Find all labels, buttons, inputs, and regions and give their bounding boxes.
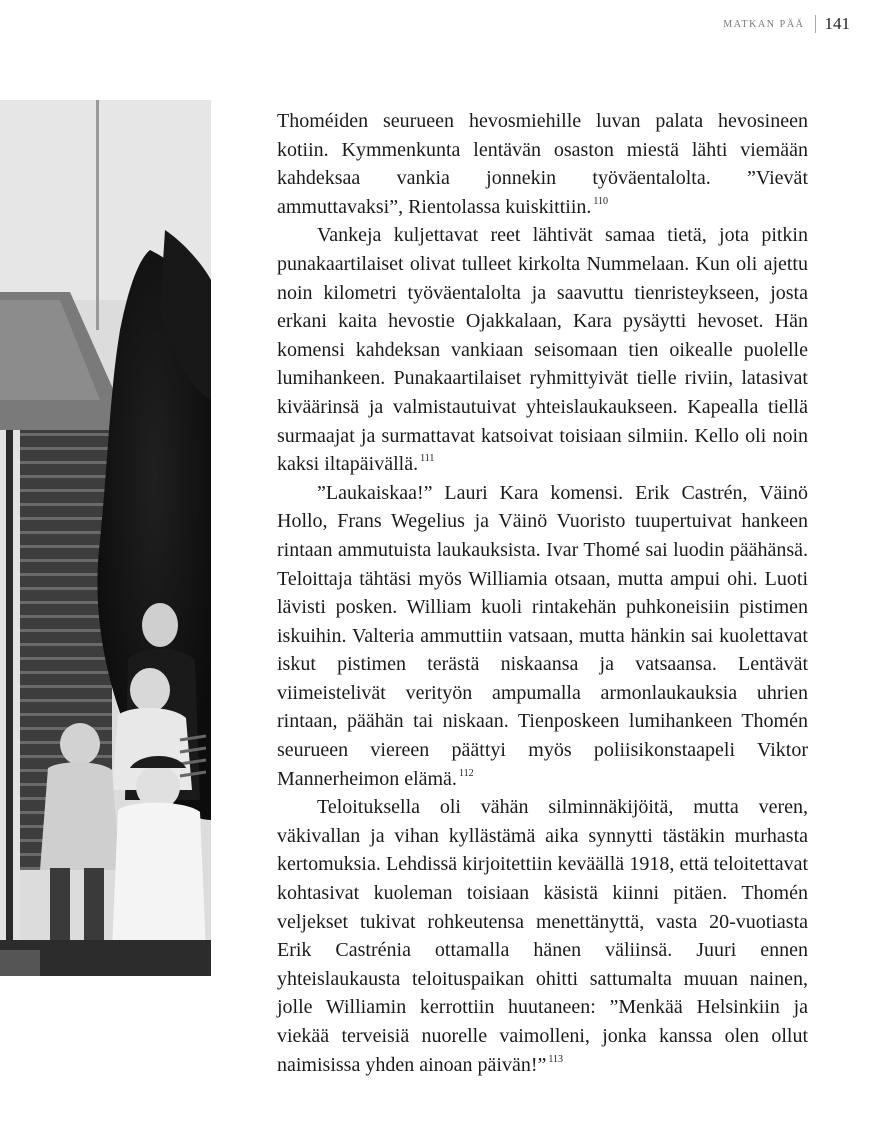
paragraph-2: Vankeja kuljettavat reet lähtivät samaa tietä, jota pitkin punakaartilaiset olivat tulleet kirkolta Nummelaan. Kun oli ajettu noin kilometri työväentalolta ja saavuttu tienristeykseen, josta erkani kaita hevostie Ojakkalaan, Kara pysäytti hevoset. Hän komensi kahdeksan vankiaan seisomaan tien oikealle puolelle lumihankeen. Punakaartilaiset ryhmittyivät tielle riviin, latasivat kiväärinsä ja valmistautuivat yhteislaukaukseen. Kapealla tiellä surmaajat ja surmattavat katsoivat toisiaan silmiin. Kello oli noin kaksi iltapäivällä. $^{111}$ — [277, 224, 808, 476]
footnote-marker: 113 — [548, 1053, 564, 1065]
paragraph-3: ”Laukaiskaa!” Lauri Kara komensi. Erik Castrén, Väinö Hollo, Frans Wegelius ja Väinö Vuoristo tuupertuivat hankeen rintaan ammutuista laukauksista. Ivar Thomé sai luodin päähänsä. Teloittaja tähtäsi myös Williamia otsaan, mutta ampui ohi. Luoti lävisti posken. William kuoli rintakehän puhkoneisiin pistimen iskuihin. Valteria ammuttiin vatsaan, mutta hänkin sai kuolettavat iskut pistimen terästä niskaansa ja vatsaansa. Lentävät viimeistelivät verityön ampumalla armonlaukauksia uhrien rintaan, päähän tai niskaan. Tienposkeen lumihankeen Thomén seurueen viereen päättyi myös poliisikonstaapeli Viktor Mannerheimon elämä. $^{112}$ — [277, 481, 808, 790]
running-head — [600, 14, 850, 34]
footnote-marker: 112 — [458, 767, 474, 779]
paragraph-1: Thoméiden seurueen hevosmiehille luvan palata hevosineen kotiin. Kymmenkunta lentävän osaston miestä lähti viemään kahdeksaa vankia jonnekin työväentalolta. ”Vievät ammuttavaksi”, Rientolassa kuiskittiin. $^{110}$ — [277, 110, 808, 218]
historical-photo-illustration — [0, 100, 211, 976]
running-title: MATKAN PÄÄ — [723, 18, 805, 30]
paragraph-4: Teloituksella oli vähän silminnäkijöitä, mutta veren, väkivallan ja vihan kyllästämä aika synnytti tästäkin murhasta kertomuksia. Lehdissä kirjoitettiin keväällä 1918, että teloitettavat kohtasivat kuoleman toisiaan käsistä kiinni pitäen. Thomén veljekset tukivat rohkeutensa menettänyttä, vasta 20-vuotiasta Erik Castrénia ottamalla hänen väliinsä. Juuri ennen yhteislaukausta teloituspaikan ohitti sattumalta muuan nainen, jolle Williamin kerrottiin huutaneen: ”Menkää Helsinkiin ja viekää terveisiä nuorelle vaimolleni, jonka kanssa olen ollut naimisissa yhden ainoan päivän!” $^{113}$ — [277, 796, 808, 1076]
header-divider — [815, 15, 816, 33]
page-number: 141 — [824, 14, 850, 33]
historical-photo — [0, 100, 211, 976]
footnote-marker: 110 — [593, 195, 609, 207]
footnote-marker: 111 — [420, 453, 435, 465]
body-text — [277, 107, 808, 1079]
